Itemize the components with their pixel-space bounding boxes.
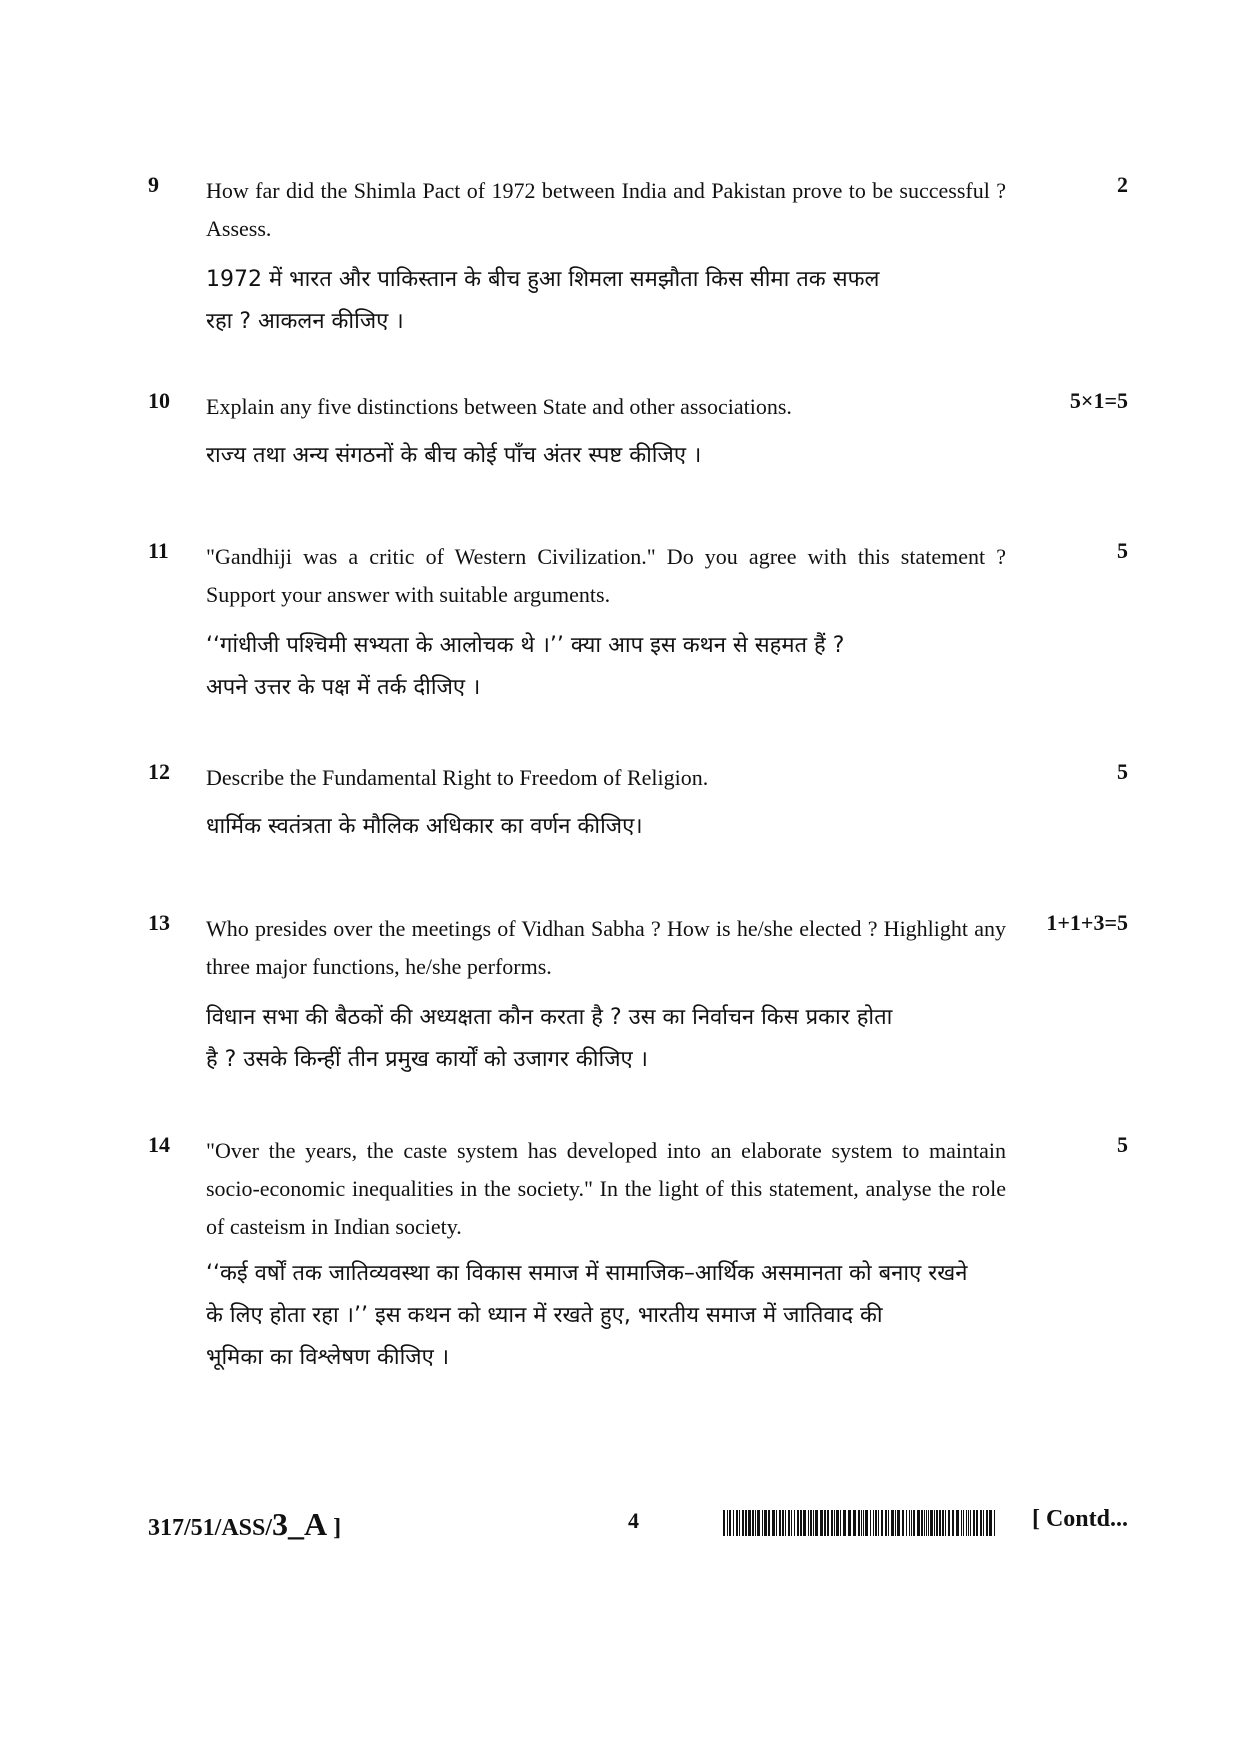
question-number: 13 [148,910,170,935]
question-number: 9 [148,172,159,197]
page-footer [148,1506,1128,1546]
question-text-hindi-line: 1972 में भारत और पाकिस्तान के बीच हुआ शिमला समझौता किस सीमा तक सफल [206,267,880,292]
question-marks: 5×1=5 [1069,388,1128,413]
question-text-english: Who presides over the meetings of Vidhan Sabha ? How is he/she elected ? Highlight any three major functions, he/she performs. [206,916,1006,979]
paper-code-suffix: ] [327,1515,342,1541]
question-text-hindi-line: है ? उसके किन्हीं तीन प्रमुख कार्यों को उजागर कीजिए । [206,1047,649,1072]
question-text-hindi-line: ‘‘कई वर्षों तक जातिव्यवस्था का विकास समाज में सामाजिक–आर्थिक असमानता को बनाए रखने [206,1261,968,1286]
paper-code [148,1506,341,1543]
question-marks: 2 [1117,172,1128,197]
contd-label: [ Contd... [1031,1506,1128,1532]
question-number: 12 [148,759,170,784]
question-text-hindi-line: ‘‘गांधीजी पश्चिमी सभ्यता के आलोचक थे ।’’ क्या आप इस कथन से सहमत हैं ? [206,633,845,658]
question-text-english: "Gandhiji was a critic of Western Civilization." Do you agree with this statement ? Support your answer with suitable arguments. [206,544,1006,607]
question-text-hindi-line: के लिए होता रहा ।’’ इस कथन को ध्यान में रखते हुए, भारतीय समाज में जातिवाद की [206,1303,883,1328]
question-marks: 5 [1117,759,1128,784]
question-text-english: Explain any five distinctions between State and other associations. [206,394,792,419]
question-marks: 1+1+3=5 [1046,910,1128,935]
question-text-hindi-line: विधान सभा की बैठकों की अध्यक्षता कौन करता है ? उस का निर्वाचन किस प्रकार होता [206,1005,893,1030]
question-text-hindi-line: राज्य तथा अन्य संगठनों के बीच कोई पाँच अंतर स्पष्ट कीजिए । [206,443,702,468]
question-text-english: "Over the years, the caste system has developed into an elaborate system to maintain socio-economic inequalities in the society." In the light of this statement, analyse the role of casteism in Indian society. [206,1138,1006,1239]
barcode-icon [723,1510,995,1536]
question-number: 10 [148,388,170,413]
question-text-hindi-line: धार्मिक स्वतंत्रता के मौलिक अधिकार का वर्णन कीजिए। [206,814,643,839]
question-text-hindi-line: भूमिका का विश्लेषण कीजिए । [206,1345,450,1370]
paper-code-set: 3_A [272,1506,328,1542]
question-number: 14 [148,1132,170,1157]
question-text-english: How far did the Shimla Pact of 1972 between India and Pakistan prove to be successful ? Assess. [206,178,1006,241]
question-text-english: Describe the Fundamental Right to Freedom of Religion. [206,765,709,790]
question-marks: 5 [1117,538,1128,563]
page-number: 4 [628,1508,639,1533]
question-text-hindi-line: अपने उत्तर के पक्ष में तर्क दीजिए । [206,675,481,700]
paper-code-prefix: 317/51/ASS/ [148,1515,273,1541]
question-number: 11 [148,538,169,563]
question-marks: 5 [1117,1132,1128,1157]
question-text-hindi-line: रहा ? आकलन कीजिए । [206,309,404,334]
